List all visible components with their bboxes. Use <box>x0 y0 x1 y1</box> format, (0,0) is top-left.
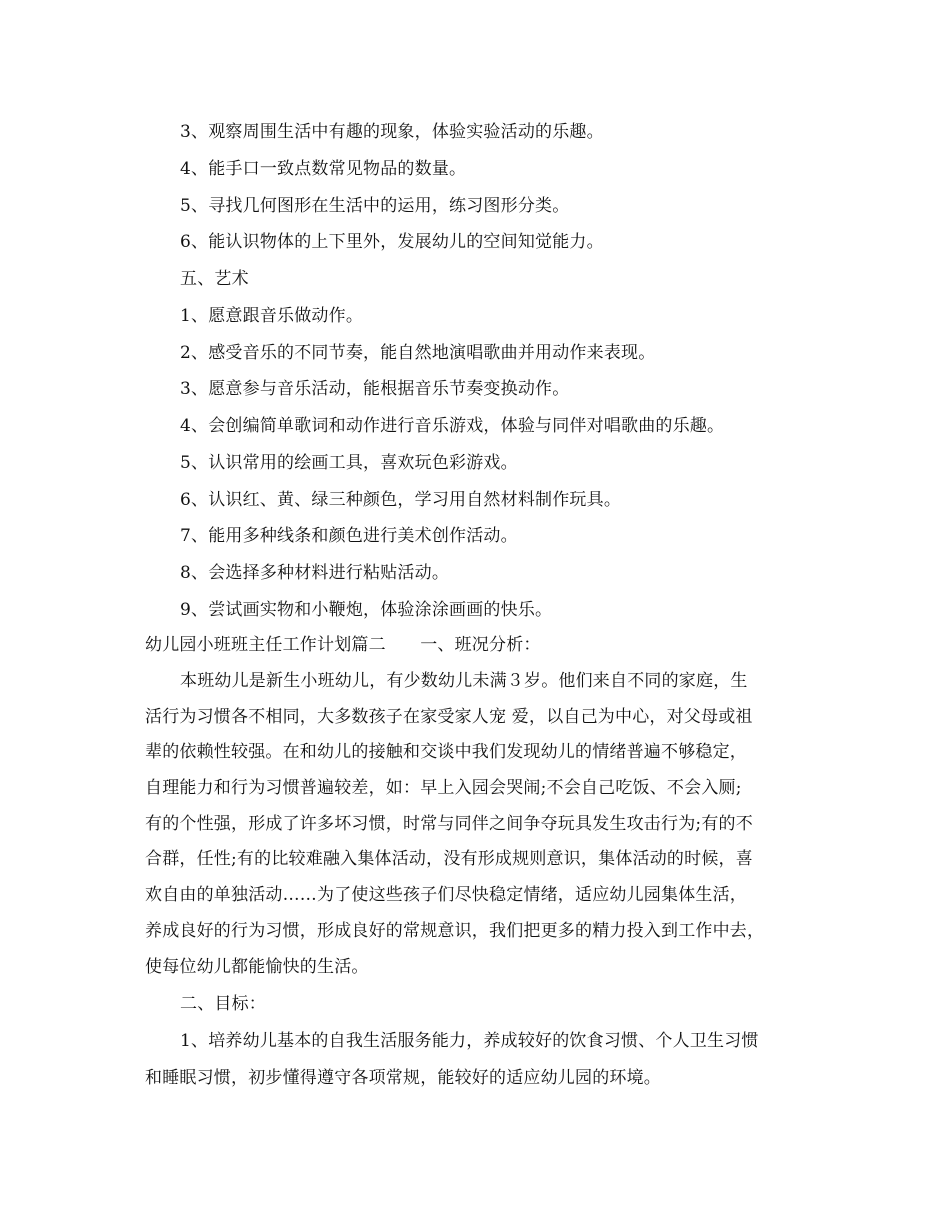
paragraph-line: 辈的依赖性较强。在和幼儿的接触和交谈中我们发现幼儿的情绪普遍不够稳定， <box>145 742 747 762</box>
paragraph-line: 1、培养幼儿基本的自我生活服务能力，养成较好的饮食习惯、个人卫生习惯 <box>180 1031 759 1051</box>
list-item: 5、认识常用的绘画工具，喜欢玩色彩游戏。 <box>180 453 518 473</box>
list-item: 4、会创编简单歌词和动作进行音乐游戏，体验与同伴对唱歌曲的乐趣。 <box>180 416 725 436</box>
list-item: 9、尝试画实物和小鞭炮，体验涂涂画画的快乐。 <box>180 600 553 620</box>
list-item: 3、观察周围生活中有趣的现象，体验实验活动的乐趣。 <box>180 122 604 142</box>
list-item: 2、感受音乐的不同节奏，能自然地演唱歌曲并用动作来表现。 <box>180 343 656 363</box>
paragraph-line: 本班幼儿是新生小班幼儿，有少数幼儿未满３岁。他们来自不同的家庭，生 <box>180 671 748 691</box>
paragraph-line: 使每位幼儿都能愉快的生活。 <box>145 957 369 977</box>
paragraph-line: 养成良好的行为习惯，形成良好的常规意识，我们把更多的精力投入到工作中去， <box>145 921 765 941</box>
list-item: 7、能用多种线条和颜色进行美术创作活动。 <box>180 526 518 546</box>
section-heading: 五、艺术 <box>180 269 249 289</box>
paragraph-line: 和睡眠习惯，初步懂得遵守各项常规，能较好的适应幼儿园的环境。 <box>145 1068 661 1088</box>
list-item: 6、能认识物体的上下里外，发展幼儿的空间知觉能力。 <box>180 232 604 252</box>
list-item: 5、寻找几何图形在生活中的运用，练习图形分类。 <box>180 196 570 216</box>
paragraph-line: 合群，任性;有的比较难融入集体活动，没有形成规则意识，集体活动的时候，喜 <box>145 849 753 869</box>
paragraph-line: 有的个性强，形成了许多坏习惯，时常与同伴之间争夺玩具发生攻击行为;有的不 <box>145 814 753 834</box>
list-item: 3、愿意参与音乐活动，能根据音乐节奏变换动作。 <box>180 379 570 399</box>
paragraph-line: 自理能力和行为习惯普遍较差，如：早上入园会哭闹;不会自己吃饭、不会入厕; <box>145 778 742 798</box>
list-item: 8、会选择多种材料进行粘贴活动。 <box>180 563 450 583</box>
paragraph-line: 欢自由的单独活动……为了使这些孩子们尽快稳定情绪，适应幼儿园集体生活， <box>145 885 747 905</box>
paragraph-line: 活行为习惯各不相同，大多数孩子在家受家人宠 爱，以自己为中心，对父母或祖 <box>145 707 753 727</box>
list-item: 4、能手口一致点数常见物品的数量。 <box>180 159 467 179</box>
document-heading: 幼儿园小班班主任工作计划篇二 一、班况分析： <box>145 635 541 655</box>
list-item: 6、认识红、黄、绿三种颜色，学习用自然材料制作玩具。 <box>180 490 622 510</box>
list-item: 1、愿意跟音乐做动作。 <box>180 306 364 326</box>
section-heading: 二、目标： <box>180 994 266 1014</box>
